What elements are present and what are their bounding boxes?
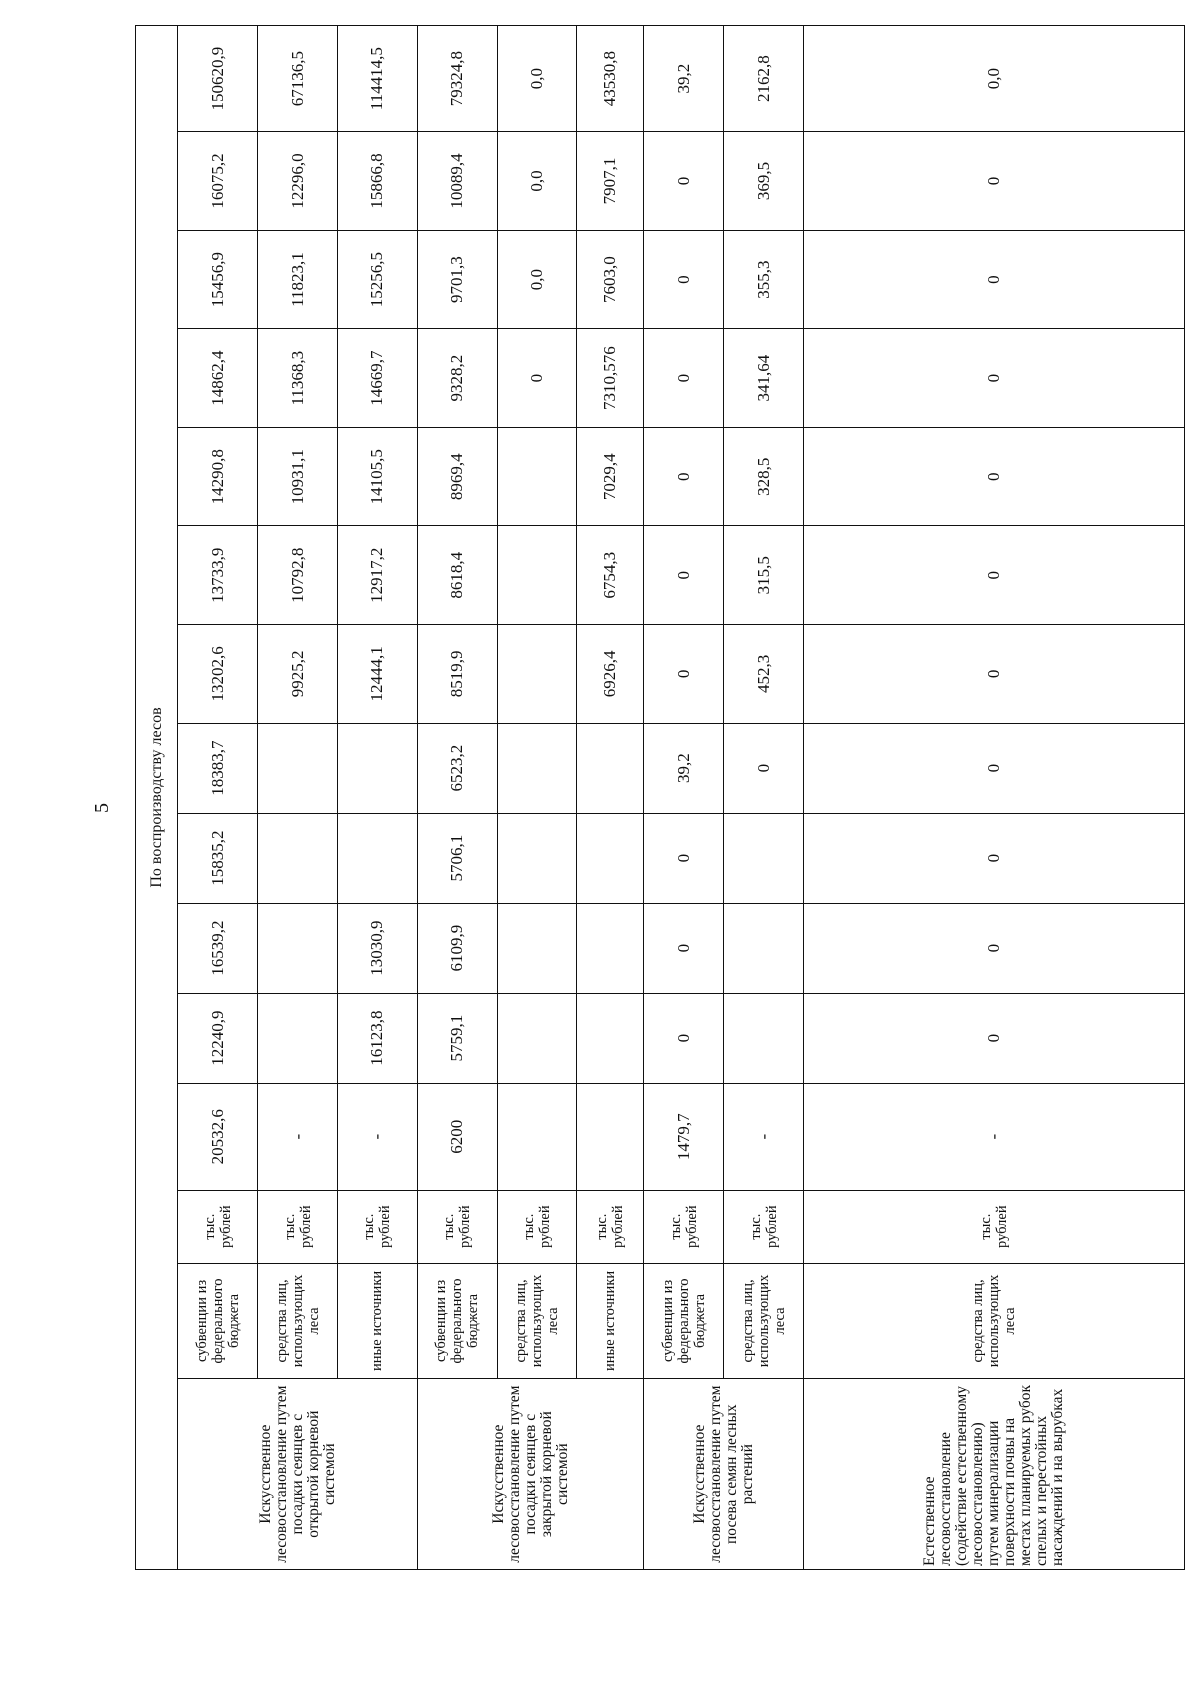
- value-cell: 0: [803, 723, 1184, 813]
- value-cell: 12444,1: [338, 625, 418, 724]
- value-cell: 0: [803, 230, 1184, 329]
- value-cell: 0: [644, 427, 724, 526]
- value-cell: [577, 813, 644, 903]
- value-cell: [577, 723, 644, 813]
- value-cell: 13202,6: [178, 625, 258, 724]
- value-cell: -: [258, 1083, 338, 1190]
- value-cell: 16539,2: [178, 903, 258, 993]
- table-row: [644, 26, 724, 1570]
- value-cell: 9701,3: [417, 230, 497, 329]
- value-cell: 9925,2: [258, 625, 338, 724]
- value-cell: 18383,7: [178, 723, 258, 813]
- value-cell: [497, 526, 577, 625]
- source-cell: средства лиц, использующих леса: [803, 1263, 1184, 1379]
- value-cell: 7907,1: [577, 132, 644, 231]
- table-row: [258, 26, 338, 1570]
- value-cell: 355,3: [724, 230, 804, 329]
- value-cell: 10931,1: [258, 427, 338, 526]
- total-cell: 2162,8: [724, 26, 804, 132]
- value-cell: 13733,9: [178, 526, 258, 625]
- table-row: [338, 26, 418, 1570]
- table-row: [178, 26, 258, 1570]
- value-cell: 0,0: [497, 132, 577, 231]
- value-cell: 0: [803, 526, 1184, 625]
- source-cell: иные источники: [577, 1263, 644, 1379]
- source-cell: субвенции из федерального бюджета: [644, 1263, 724, 1379]
- value-cell: 16123,8: [338, 993, 418, 1083]
- value-cell: 10792,8: [258, 526, 338, 625]
- source-cell: средства лиц, использующих леса: [724, 1263, 804, 1379]
- value-cell: [577, 1083, 644, 1190]
- value-cell: 7029,4: [577, 427, 644, 526]
- value-cell: 328,5: [724, 427, 804, 526]
- unit-cell: тыс. рублей: [178, 1190, 258, 1263]
- value-cell: [497, 1083, 577, 1190]
- value-cell: 12917,2: [338, 526, 418, 625]
- source-cell: средства лиц, использующих леса: [258, 1263, 338, 1379]
- value-cell: [258, 813, 338, 903]
- table-row: [577, 26, 644, 1570]
- value-cell: 14105,5: [338, 427, 418, 526]
- value-cell: 12240,9: [178, 993, 258, 1083]
- value-cell: 11368,3: [258, 329, 338, 428]
- value-cell: 1479,7: [644, 1083, 724, 1190]
- total-cell: 79324,8: [417, 26, 497, 132]
- measure-cell: Искусственное лесовосстановление путем посадки сеянцев с открытой корневой системой: [178, 1379, 417, 1570]
- total-cell: 0,0: [497, 26, 577, 132]
- value-cell: [258, 993, 338, 1083]
- table-row: [724, 26, 804, 1570]
- value-cell: 14290,8: [178, 427, 258, 526]
- value-cell: 0,0: [497, 230, 577, 329]
- value-cell: 6109,9: [417, 903, 497, 993]
- value-cell: 6926,4: [577, 625, 644, 724]
- measure-cell: Искусственное лесовосстановление путем посева семян лесных растений: [644, 1379, 804, 1570]
- value-cell: [497, 723, 577, 813]
- value-cell: 7310,576: [577, 329, 644, 428]
- unit-cell: тыс. рублей: [497, 1190, 577, 1263]
- value-cell: 315,5: [724, 526, 804, 625]
- value-cell: 5759,1: [417, 993, 497, 1083]
- value-cell: 9328,2: [417, 329, 497, 428]
- rotated-table-container: [135, 25, 1185, 1570]
- value-cell: 0: [644, 132, 724, 231]
- value-cell: 15866,8: [338, 132, 418, 231]
- value-cell: [497, 813, 577, 903]
- value-cell: 0: [803, 993, 1184, 1083]
- value-cell: [258, 903, 338, 993]
- value-cell: 0: [803, 625, 1184, 724]
- value-cell: 0: [803, 427, 1184, 526]
- measure-cell: Естественное лесовосстановление (содействие естественному лесовосстановлению) путем минерализации поверхности почвы на местах планируемых рубок спелых и перестойных насаждений и на вырубках: [803, 1379, 1184, 1570]
- unit-cell: тыс. рублей: [417, 1190, 497, 1263]
- value-cell: 0: [644, 625, 724, 724]
- value-cell: [497, 625, 577, 724]
- table-row: [803, 26, 1184, 1570]
- value-cell: 0: [803, 329, 1184, 428]
- value-cell: 6754,3: [577, 526, 644, 625]
- total-cell: 0,0: [803, 26, 1184, 132]
- value-cell: [497, 993, 577, 1083]
- value-cell: 0: [644, 329, 724, 428]
- value-cell: 10089,4: [417, 132, 497, 231]
- value-cell: [338, 723, 418, 813]
- value-cell: [497, 427, 577, 526]
- value-cell: 11823,1: [258, 230, 338, 329]
- unit-cell: тыс. рублей: [338, 1190, 418, 1263]
- value-cell: 0: [644, 230, 724, 329]
- unit-cell: тыс. рублей: [803, 1190, 1184, 1263]
- value-cell: 0: [644, 993, 724, 1083]
- value-cell: 0: [724, 723, 804, 813]
- value-cell: 0: [644, 903, 724, 993]
- value-cell: 13030,9: [338, 903, 418, 993]
- value-cell: 15256,5: [338, 230, 418, 329]
- value-cell: 8519,9: [417, 625, 497, 724]
- value-cell: 369,5: [724, 132, 804, 231]
- value-cell: 0: [803, 132, 1184, 231]
- value-cell: [577, 993, 644, 1083]
- section-header-row: [136, 26, 178, 1570]
- value-cell: 14862,4: [178, 329, 258, 428]
- page-number: 5: [91, 803, 113, 813]
- value-cell: -: [338, 1083, 418, 1190]
- measure-cell: Искусственное лесовосстановление путем посадки сеянцев с закрытой корневой системой: [417, 1379, 644, 1570]
- value-cell: 14669,7: [338, 329, 418, 428]
- value-cell: [338, 813, 418, 903]
- table-row: [497, 26, 577, 1570]
- table-row: [417, 26, 497, 1570]
- value-cell: 0: [497, 329, 577, 428]
- source-cell: субвенции из федерального бюджета: [178, 1263, 258, 1379]
- value-cell: 8969,4: [417, 427, 497, 526]
- total-cell: 114414,5: [338, 26, 418, 132]
- source-cell: иные источники: [338, 1263, 418, 1379]
- value-cell: [258, 723, 338, 813]
- value-cell: [724, 813, 804, 903]
- value-cell: 7603,0: [577, 230, 644, 329]
- value-cell: -: [803, 1083, 1184, 1190]
- unit-cell: тыс. рублей: [644, 1190, 724, 1263]
- value-cell: 0: [803, 813, 1184, 903]
- value-cell: 5706,1: [417, 813, 497, 903]
- value-cell: 39,2: [644, 723, 724, 813]
- unit-cell: тыс. рублей: [577, 1190, 644, 1263]
- value-cell: 0: [803, 903, 1184, 993]
- unit-cell: тыс. рублей: [258, 1190, 338, 1263]
- reforestation-table: [135, 25, 1185, 1570]
- value-cell: 16075,2: [178, 132, 258, 231]
- value-cell: -: [724, 1083, 804, 1190]
- total-cell: 43530,8: [577, 26, 644, 132]
- value-cell: 15835,2: [178, 813, 258, 903]
- value-cell: 12296,0: [258, 132, 338, 231]
- value-cell: 15456,9: [178, 230, 258, 329]
- value-cell: 0: [644, 526, 724, 625]
- source-cell: средства лиц, использующих леса: [497, 1263, 577, 1379]
- value-cell: 6200: [417, 1083, 497, 1190]
- unit-cell: тыс. рублей: [724, 1190, 804, 1263]
- value-cell: 20532,6: [178, 1083, 258, 1190]
- source-cell: субвенции из федерального бюджета: [417, 1263, 497, 1379]
- total-cell: 67136,5: [258, 26, 338, 132]
- value-cell: 0: [644, 813, 724, 903]
- value-cell: [724, 903, 804, 993]
- value-cell: [724, 993, 804, 1083]
- value-cell: 8618,4: [417, 526, 497, 625]
- value-cell: 6523,2: [417, 723, 497, 813]
- total-cell: 150620,9: [178, 26, 258, 132]
- section-title: По воспроизводству лесов: [136, 26, 178, 1570]
- total-cell: 39,2: [644, 26, 724, 132]
- value-cell: [577, 903, 644, 993]
- value-cell: 341,64: [724, 329, 804, 428]
- value-cell: [497, 903, 577, 993]
- value-cell: 452,3: [724, 625, 804, 724]
